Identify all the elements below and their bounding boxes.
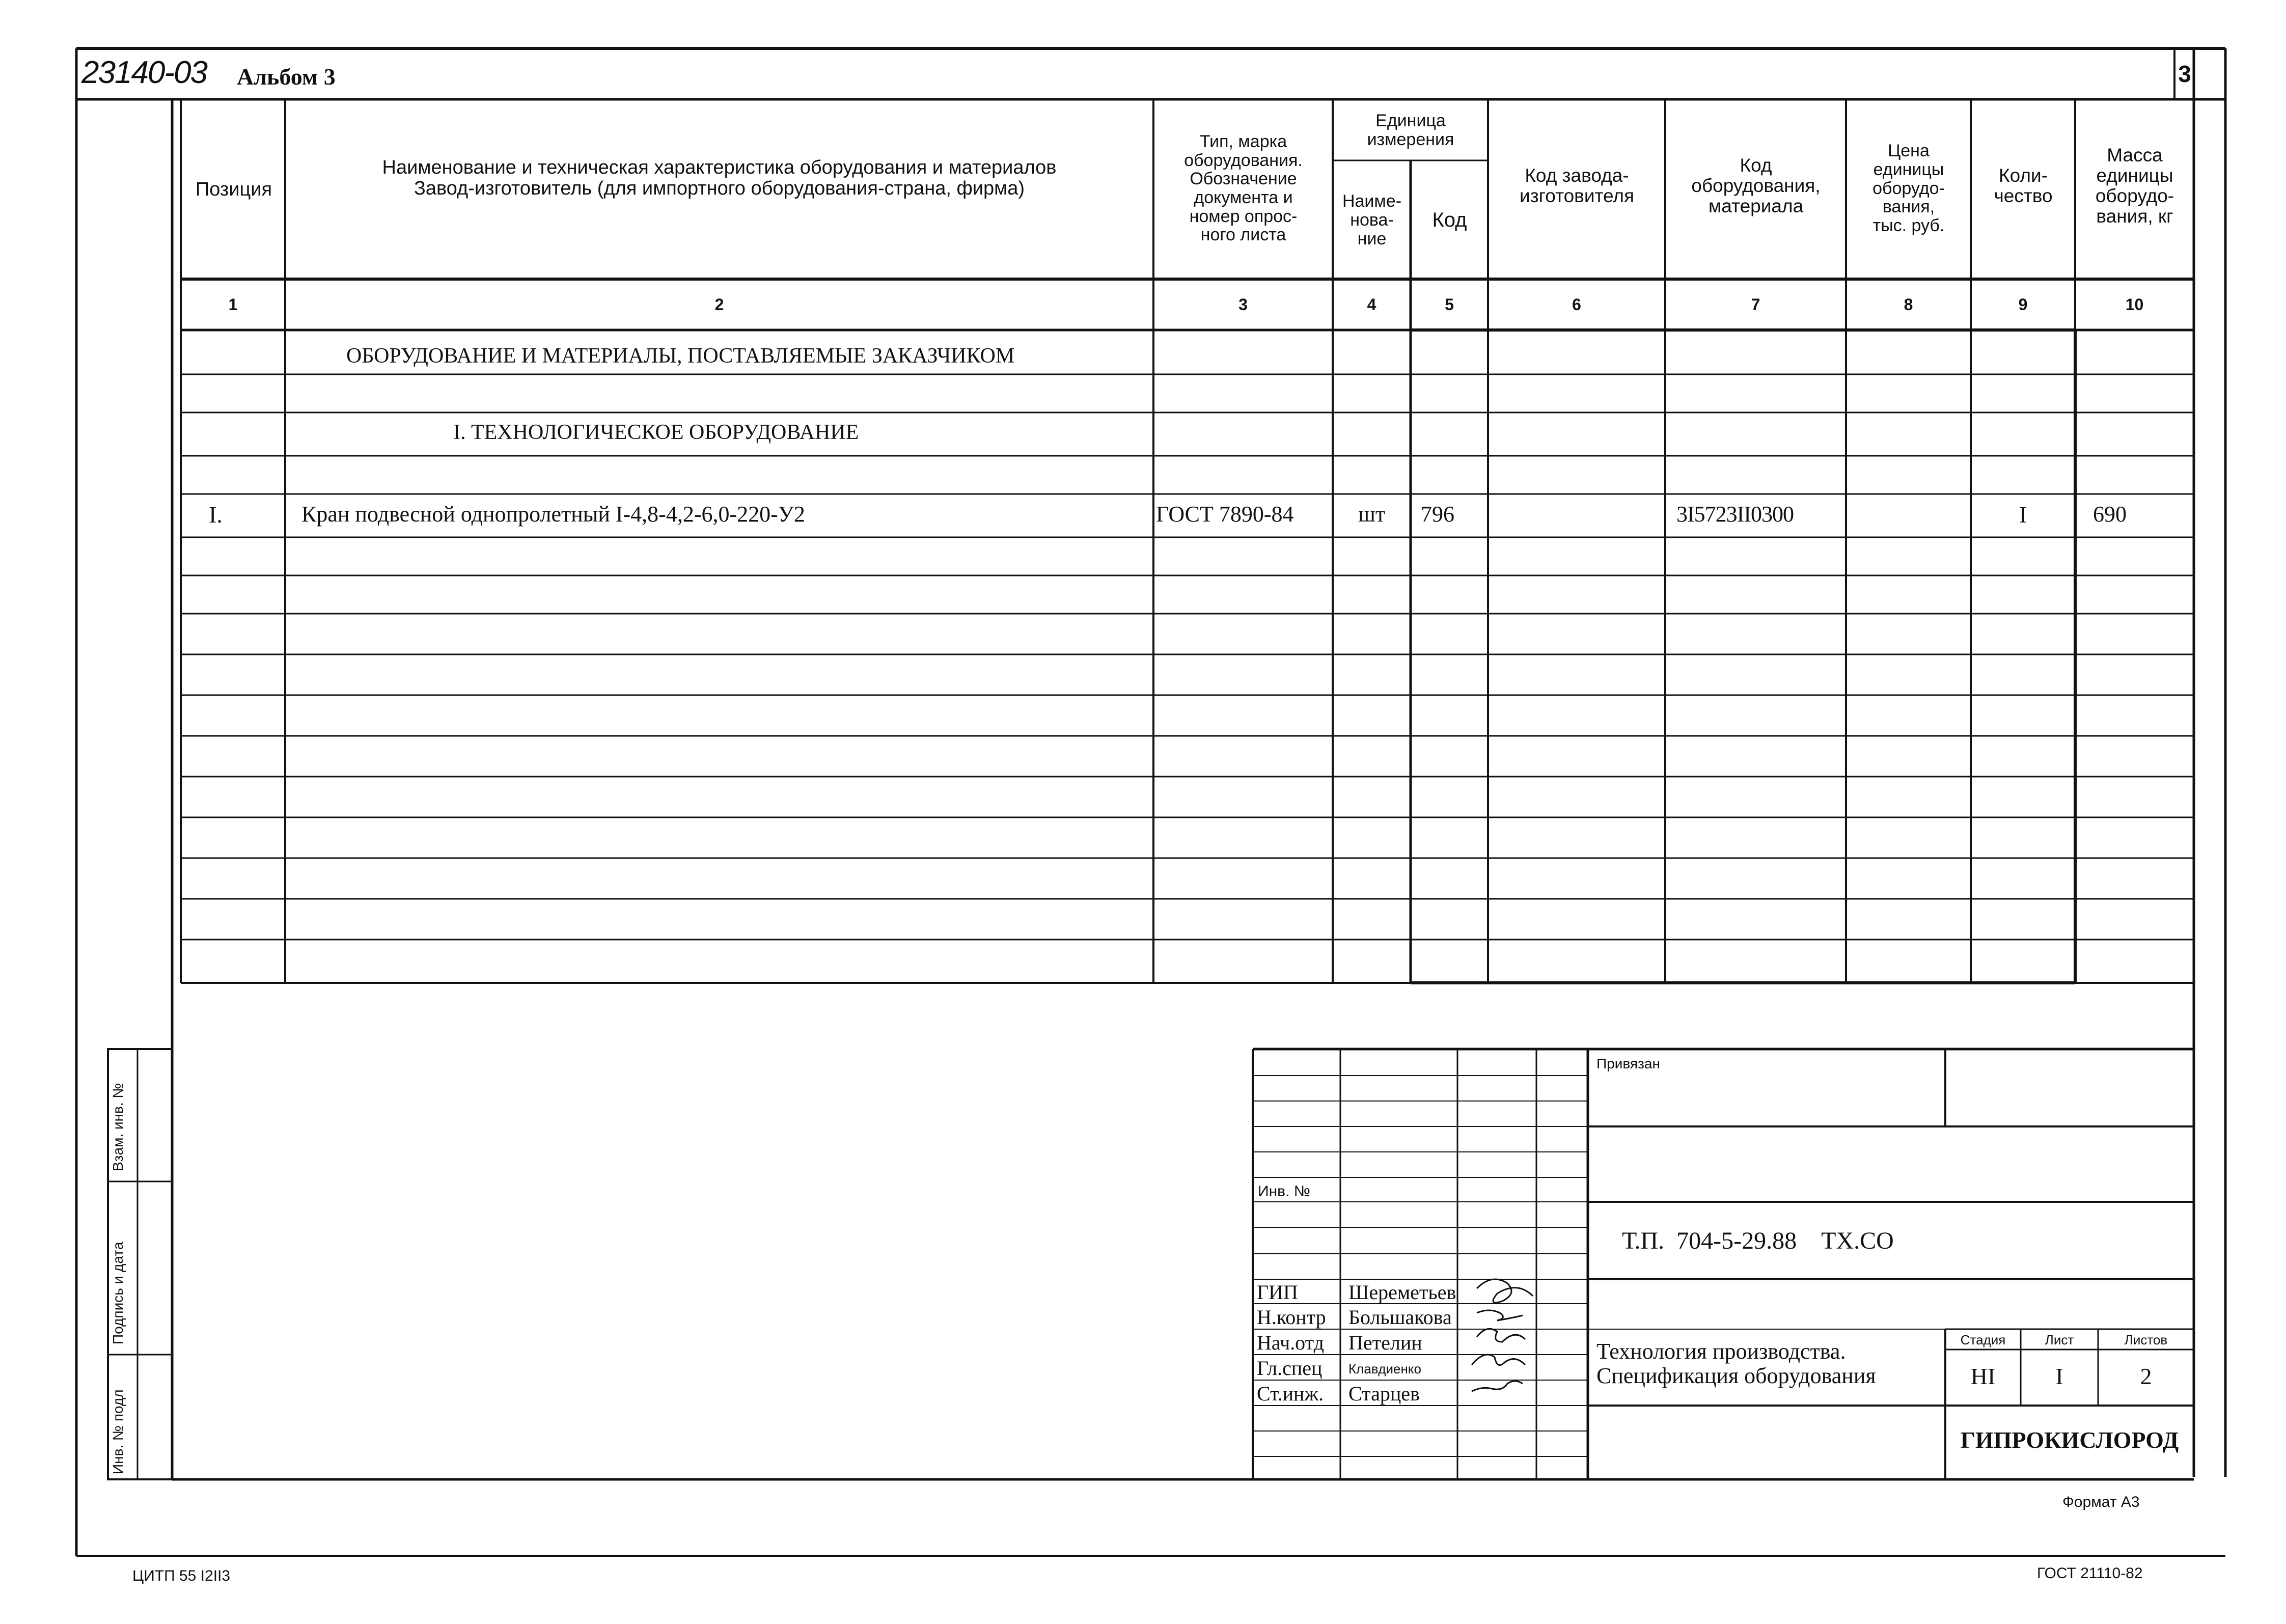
col-title-unit-code: Код (1432, 208, 1467, 231)
row-unit-code: 796 (1421, 502, 1454, 527)
organization-name: ГИПРОКИСЛОРОД (1960, 1427, 2179, 1453)
role-gip: ГИП (1257, 1281, 1298, 1304)
drawing-title-line1: Технология производства. (1596, 1339, 1846, 1364)
format-label: Формат А3 (2062, 1494, 2140, 1510)
col-num-5: 5 (1445, 295, 1454, 314)
row-equipment-code: 3I5723II0300 (1676, 502, 1794, 527)
col-num-2: 2 (714, 295, 724, 314)
inv-no-label: Инв. № (1258, 1183, 1310, 1200)
col-title-unit-group: Единица измерения (1367, 111, 1454, 149)
col-title-qty: Коли- чество (1994, 165, 2053, 206)
role-nachotd: Нач.отд (1257, 1331, 1324, 1354)
printer-code: ЦИТП 55 I2II3 (132, 1567, 231, 1584)
privyazan-label: Привязан (1596, 1056, 1660, 1071)
col-num-3: 3 (1238, 295, 1248, 314)
col-num-8: 8 (1904, 295, 1913, 314)
role-stinzh: Ст.инж. (1257, 1382, 1324, 1405)
section-title-main: ОБОРУДОВАНИЕ И МАТЕРИАЛЫ, ПОСТАВЛЯЕМЫЕ ЗАКАЗЧИКОМ (346, 344, 1015, 368)
role-nkontr: Н.контр (1257, 1306, 1326, 1329)
name-stinzh: Старцев (1348, 1382, 1420, 1405)
drawing-title-line2: Спецификация оборудования (1596, 1363, 1876, 1388)
designation: Т.П. 704-5-29.88 ТХ.СО (1622, 1227, 1894, 1254)
side-stamp-podpis: Подпись и дата (110, 1242, 126, 1344)
col-title-name: Наименование и техническая характеристика оборудования и материалов Завод-изготовитель (для импортного оборудования-страна, фирма) (382, 156, 1057, 199)
section-title-sub: I. ТЕХНОЛОГИЧЕСКОЕ ОБОРУДОВАНИЕ (453, 421, 859, 444)
col-num-7: 7 (1751, 295, 1760, 314)
name-gip: Шереметьев (1348, 1281, 1456, 1304)
stage-value: НI (1970, 1363, 1996, 1389)
sheet-value: I (2055, 1363, 2063, 1389)
sheets-value: 2 (2140, 1363, 2152, 1389)
signature-scribbles (1472, 1279, 1533, 1391)
row-name: Кран подвесной однопролетный I-4,8-4,2-6,0-220-У2 (301, 502, 805, 527)
name-nkontr: Большакова (1348, 1306, 1452, 1329)
col-num-4: 4 (1367, 295, 1376, 314)
col-title-factory-code: Код завода- изготовителя (1519, 165, 1635, 206)
album-label: Альбом 3 (237, 64, 336, 90)
col-num-10: 10 (2125, 295, 2144, 314)
name-nachotd: Петелин (1348, 1331, 1422, 1354)
stage-label: Стадия (1960, 1332, 2006, 1347)
col-title-unit-name: Наиме- нова- ние (1342, 191, 1402, 249)
sheet-label: Лист (2045, 1332, 2074, 1347)
row-position: I. (209, 502, 223, 528)
col-num-9: 9 (2018, 295, 2028, 314)
side-stamp-vzam: Взам. инв. № (110, 1083, 126, 1171)
row-mass: 690 (2093, 502, 2127, 527)
name-glspec: Клавдиенко (1348, 1361, 1421, 1377)
side-stamp-inv-podl: Инв. № подл (110, 1389, 126, 1474)
col-title-type: Тип, марка оборудования. Обозначение документа и номер опрос- ного листа (1184, 131, 1303, 245)
col-title-mass: Масса единицы оборудо- вания, кг (2095, 145, 2174, 227)
col-num-6: 6 (1572, 295, 1581, 314)
row-quantity: I (2019, 502, 2027, 528)
col-num-1: 1 (228, 295, 238, 314)
page-number: 3 (2178, 61, 2191, 87)
sheets-label: Листов (2124, 1332, 2168, 1347)
col-title-equipment-code: Код оборудования, материала (1691, 155, 1821, 216)
doc-number: 23140-03 (81, 55, 207, 90)
col-title-price: Цена единицы оборудо- вания, тыс. руб. (1872, 141, 1945, 236)
role-glspec: Гл.спец (1257, 1357, 1323, 1380)
gost-standard: ГОСТ 21110-82 (2037, 1565, 2143, 1582)
row-type: ГОСТ 7890-84 (1156, 502, 1294, 527)
col-title-position: Позиция (195, 178, 272, 200)
row-unit-name: шт (1358, 502, 1386, 527)
